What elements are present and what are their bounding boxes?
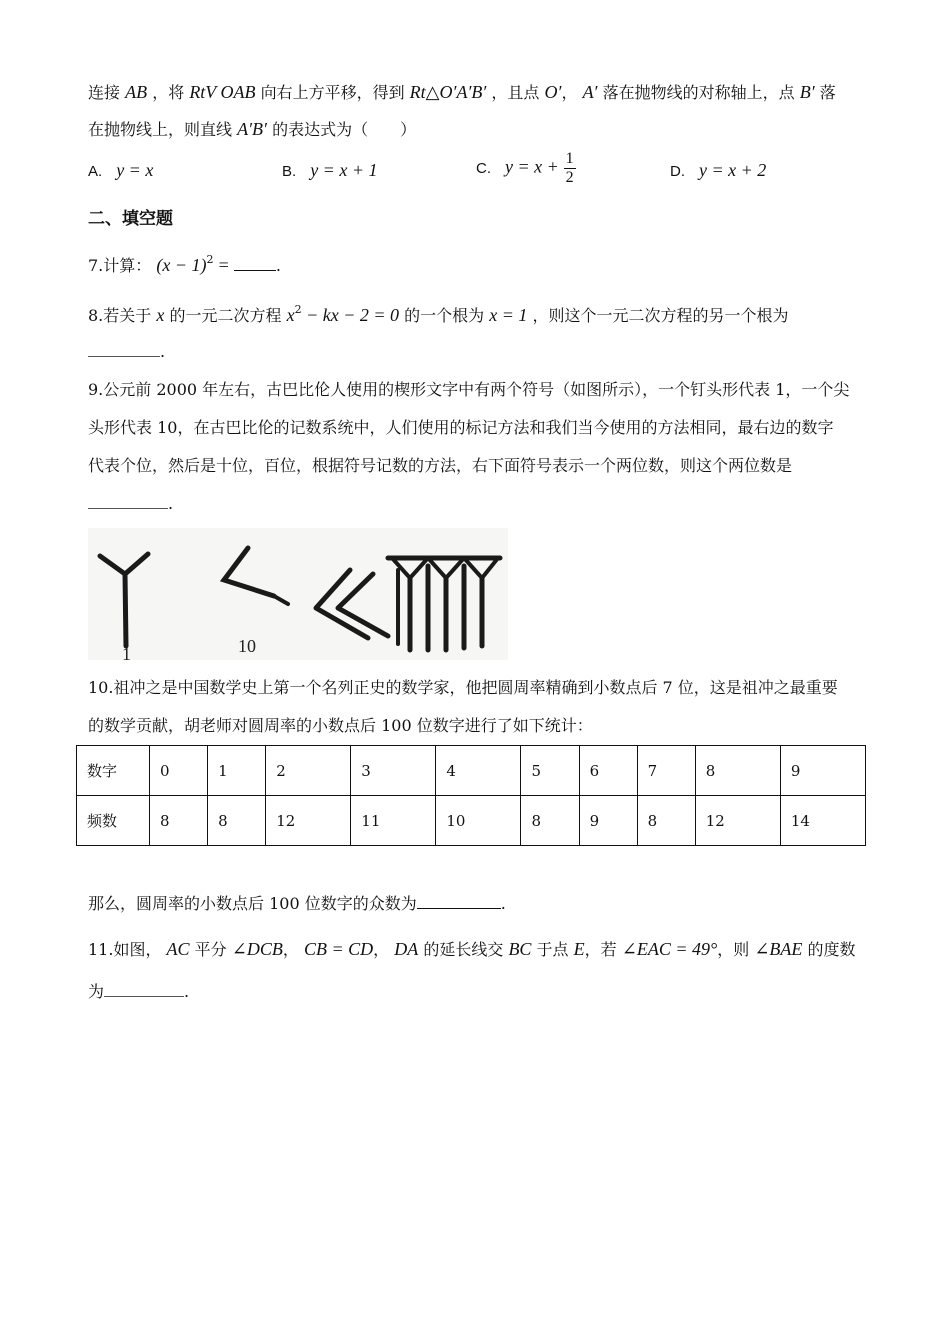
question-8-answer-line: .	[88, 340, 165, 364]
cuneiform-figure	[88, 528, 508, 660]
section-heading: 二、填空题	[88, 209, 173, 229]
table-cell: 5	[521, 746, 579, 796]
question-9-line-3: 代表个位，然后是十位，百位，根据符号记数的方法，右下面符号表示一个两位数，则这个两位数是	[88, 456, 793, 475]
question-9-line-1: 9.公元前 2000 年左右，古巴比伦人使用的楔形文字中有两个符号（如图所示），一个钉头形代表 1，一个尖	[88, 380, 850, 399]
table-cell: 12	[266, 796, 351, 846]
table-row-frequencies	[77, 796, 866, 846]
table-cell: 6	[579, 746, 637, 796]
table-cell: 2	[266, 746, 351, 796]
table-cell: 8	[695, 746, 780, 796]
question-10-line-1: 10.祖冲之是中国数学史上第一个名列正史的数学家，他把圆周率精确到小数点后 7 位，这是祖冲之最重要	[88, 678, 838, 697]
table-cell: 1	[208, 746, 266, 796]
table-cell: 9	[579, 796, 637, 846]
question-11-line-2: 为 .	[88, 982, 190, 1001]
answer-blank-10[interactable]	[417, 892, 501, 909]
table-cell: 14	[780, 796, 865, 846]
table-cell: 10	[436, 796, 521, 846]
table-cell: 11	[351, 796, 436, 846]
fraction-one-half: $\frac{1}{2}$	[565, 150, 574, 186]
cuneiform-svg	[88, 528, 508, 660]
question-7: 7.计算： $(x - 1)^2$ = .	[88, 253, 281, 275]
q6-option-b[interactable]: B. y = x + 1	[282, 160, 378, 180]
question-9-line-2: 头形代表 10，在古巴比伦的记数系统中，人们使用的标记方法和我们当今使用的方法相同，最右边的数字	[88, 418, 834, 437]
table-row-digits	[77, 746, 866, 796]
question-11-line-1: 11.如图， AC 平分 ∠DCB， CB = CD， DA 的延长线交 BC 于点 E，若 ∠EAC = 49°，则 ∠BAE 的度数	[88, 939, 856, 959]
q6-option-a[interactable]: A. y = x	[88, 160, 154, 180]
table-cell: 0	[150, 746, 208, 796]
figure-label-1: 1	[122, 644, 131, 660]
answer-blank-11[interactable]	[104, 980, 184, 997]
table-cell: 3	[351, 746, 436, 796]
table-cell: 9	[780, 746, 865, 796]
table-cell: 4	[436, 746, 521, 796]
table-cell: 7	[637, 746, 695, 796]
question-9-answer-line: .	[88, 492, 173, 516]
table-cell: 8	[208, 796, 266, 846]
table-cell: 12	[695, 796, 780, 846]
table-cell: 8	[150, 796, 208, 846]
pi-digit-frequency-table	[76, 745, 866, 846]
table-cell: 8	[637, 796, 695, 846]
q6-option-d[interactable]: D. y = x + 2	[670, 160, 767, 180]
question-10-line-2: 的数学贡献，胡老师对圆周率的小数点后 100 位数字进行了如下统计：	[88, 716, 593, 735]
question-10-answer-line: 那么，圆周率的小数点后 100 位数字的众数为 .	[88, 894, 506, 913]
table-cell: 8	[521, 796, 579, 846]
q6-option-c[interactable]: C. y = x + $\frac{1}{2}$	[476, 150, 574, 186]
answer-blank-7[interactable]	[234, 254, 276, 271]
table-cell: 频数	[77, 796, 150, 846]
answer-blank-8[interactable]	[88, 340, 160, 357]
answer-blank-9[interactable]	[88, 492, 168, 509]
figure-label-10: 10	[238, 636, 256, 656]
q6-line-1: 连接 AB ，将 RtV OAB 向右上方平移，得到 Rt△O′A′B′ ，且点 O′， A′ 落在抛物线的对称轴上，点 B′ 落	[88, 82, 836, 102]
question-8: 8.若关于 x 的一元二次方程 $x^2$ − kx − 2 = 0 的一个根为 x = 1 ，则这个一元二次方程的另一个根为	[88, 303, 789, 325]
table-cell: 数字	[77, 746, 150, 796]
q6-line-2: 在抛物线上，则直线 A′B′ 的表达式为（ ）	[88, 119, 417, 139]
